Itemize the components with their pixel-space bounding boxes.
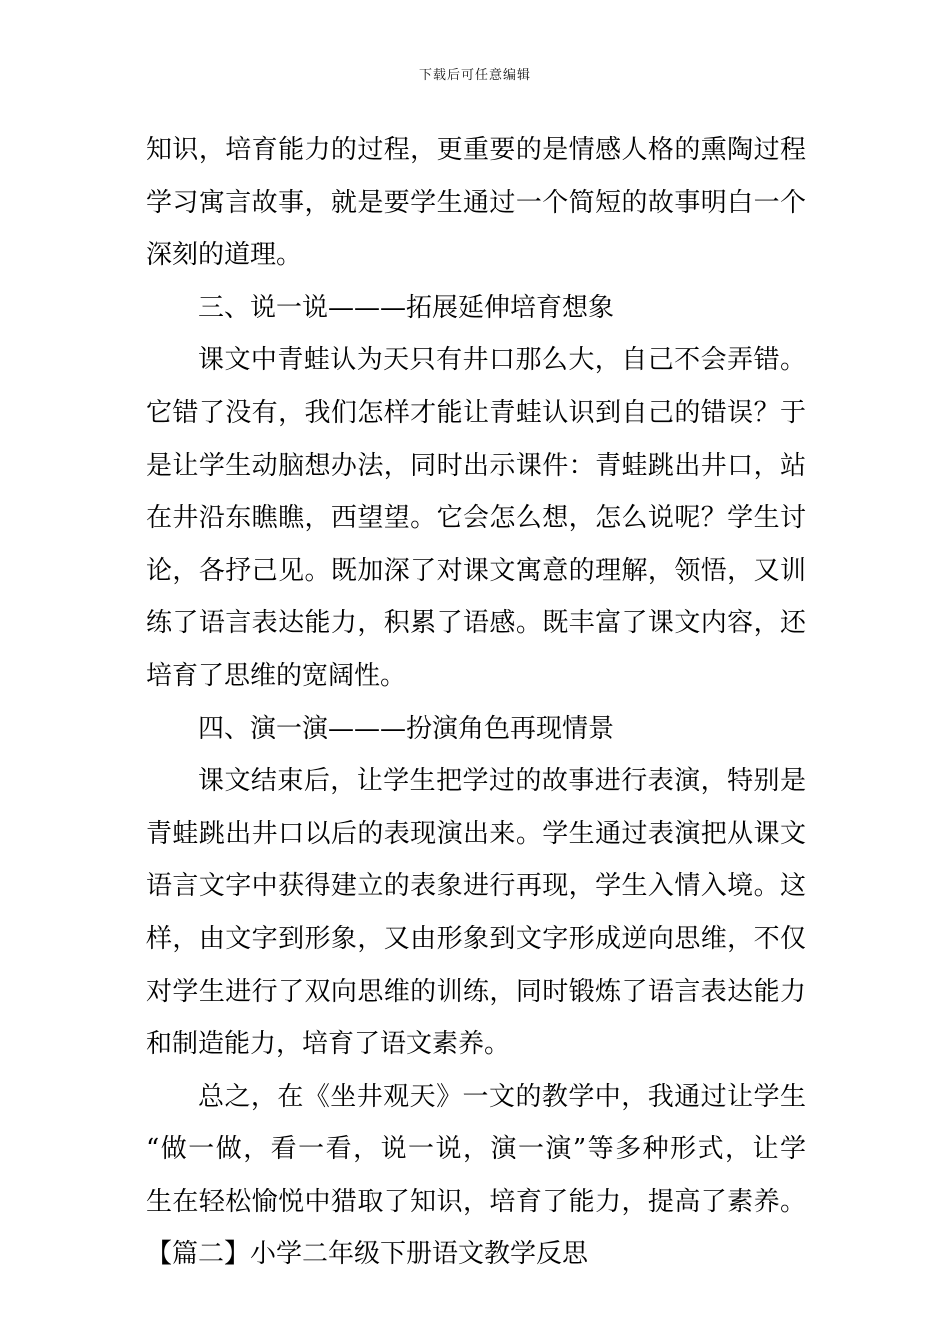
- section-heading: 三、说一说———拓展延伸培育想象: [198, 292, 615, 323]
- body-line: 在井沿东瞧瞧，西望望。它会怎么想，怎么说呢？学生讨: [146, 503, 806, 534]
- body-line: 学习寓言故事，就是要学生通过一个简短的故事明白一个: [146, 187, 806, 218]
- body-line: “做一做，看一看，说一说，演一演”等多种形式，让学: [146, 1134, 806, 1165]
- body-line: 对学生进行了双向思维的训练，同时锻炼了语言表达能力: [146, 976, 806, 1007]
- section-heading: 四、演一演———扮演角色再现情景: [198, 713, 615, 744]
- body-line: 是让学生动脑想办法，同时出示课件：青蛙跳出井口，站: [146, 450, 806, 481]
- body-line: 样，由文字到形象，又由形象到文字形成逆向思维，不仅: [146, 923, 806, 954]
- body-line: 论，各抒己见。既加深了对课文寓意的理解，领悟，又训: [146, 555, 806, 586]
- body-line: 课文结束后，让学生把学过的故事进行表演，特别是: [198, 766, 806, 797]
- body-line: 语言文字中获得建立的表象进行再现，学生入情入境。这: [146, 871, 806, 902]
- body-line: 生在轻松愉悦中猎取了知识，培育了能力，提高了素养。: [146, 1186, 806, 1217]
- body-line: 它错了没有，我们怎样才能让青蛙认识到自己的错误？于: [146, 397, 806, 428]
- document-body: [146, 124, 806, 1281]
- body-line: 课文中青蛙认为天只有井口那么大，自己不会弄错。: [198, 345, 806, 376]
- body-line: 深刻的道理。: [146, 240, 303, 271]
- page-header: 下载后可任意编辑: [418, 68, 531, 83]
- article-section-title: 【篇二】小学二年级下册语文教学反思: [146, 1239, 589, 1270]
- body-line: 知识，培育能力的过程，更重要的是情感人格的熏陶过程: [146, 135, 806, 165]
- body-line: 和制造能力，培育了语文素养。: [146, 1029, 511, 1060]
- body-line: 培育了思维的宽阔性。: [146, 660, 407, 691]
- body-line: 青蛙跳出井口以后的表现演出来。学生通过表演把从课文: [146, 818, 806, 849]
- body-line: 总之，在《坐井观天》一文的教学中，我通过让学生: [198, 1081, 806, 1112]
- body-line: 练了语言表达能力，积累了语感。既丰富了课文内容，还: [146, 608, 806, 639]
